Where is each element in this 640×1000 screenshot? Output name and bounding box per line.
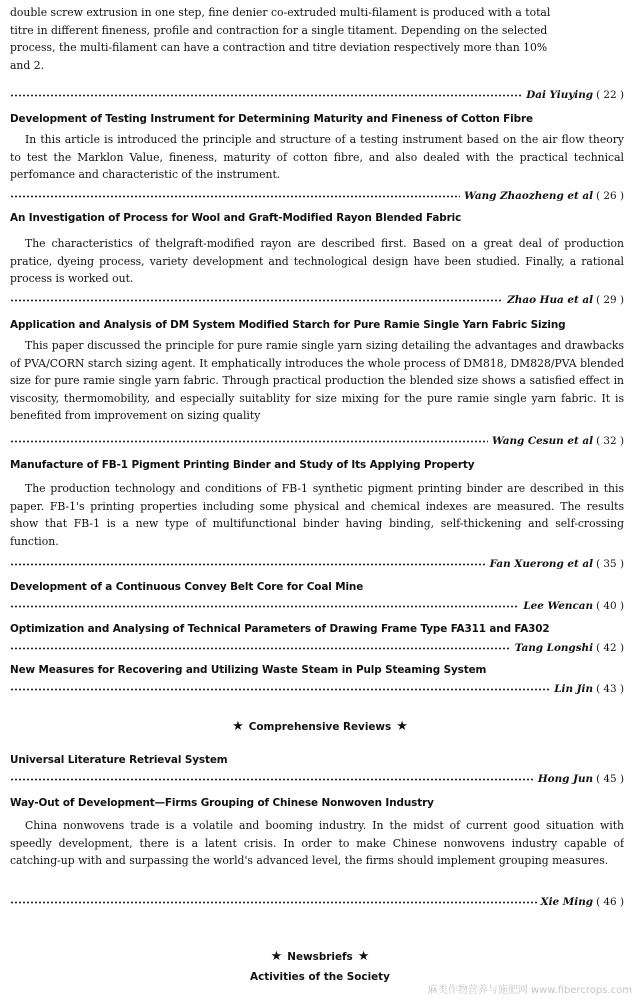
- review-title: Universal Literature Retrieval System: [10, 754, 228, 766]
- page-number: ( 29 ): [596, 294, 624, 306]
- leader-dots: [10, 901, 537, 904]
- credit-line: [10, 598, 624, 614]
- author-name: Wang Cesun et al: [491, 435, 594, 447]
- review-abstract: China nonwovens trade is a volatile and booming industry. In the midst of current good situation with speedly development, there is a latent crisis. In order to make Chinese nonwovens industry capable of catching-up with and surpassing the world's advanced level, the firms should implement grouping measures.: [10, 819, 624, 868]
- author-name: Lee Wencan: [523, 600, 594, 612]
- credit-line: [10, 681, 624, 697]
- review-title: Way-Out of Development—Firms Grouping of Chinese Nonwoven Industry: [10, 797, 434, 809]
- section-heading-society: Activities of the Society: [250, 971, 390, 983]
- credit-line: [10, 87, 624, 103]
- author-name: Lin Jin: [554, 683, 594, 695]
- article-abstract: The production technology and conditions of FB-1 synthetic pigment printing binder are described in this paper. FB-1's printing properties including some physical and chemical indexes are measured. The results show that FB-1 is a new type of multifunctional binder having binding, self-thickening and self-crossing function.: [10, 482, 624, 548]
- page-number: ( 45 ): [596, 773, 624, 785]
- leader-dots: [10, 94, 522, 97]
- star-icon: ★: [357, 949, 370, 964]
- credit-line: [10, 556, 624, 572]
- article-title: Application and Analysis of DM System Modified Starch for Pure Ramie Single Yarn Fabric Sizing: [10, 319, 566, 331]
- credit-line: [10, 188, 624, 204]
- article-abstract: The characteristics of thelgraft-modified rayon are described first. Based on a great deal of production pratice, dyeing process, variety development and technological design have been studied. Finally, a rational process is worked out.: [10, 237, 624, 286]
- star-icon: ★: [270, 949, 283, 964]
- page-number: ( 26 ): [596, 190, 624, 202]
- author-name: Hong Jun: [537, 773, 594, 785]
- author-name: Xie Ming: [540, 896, 594, 908]
- leader-dots: [10, 563, 486, 566]
- article-title: Optimization and Analysing of Technical Parameters of Drawing Frame Type FA311 and FA302: [10, 623, 550, 635]
- page-number: ( 35 ): [596, 558, 624, 570]
- section-heading-reviews: ★ Comprehensive Reviews ★: [232, 719, 408, 734]
- leader-dots: [10, 299, 503, 302]
- leader-dots: [10, 440, 488, 443]
- intro-text: double screw extrusion in one step, fine denier co-extruded multi-filament is produced with a total titre in different fineness, profile and contraction for a single titament. Depending on the selected process, the multi-filament can have a contraction and titre deviation respectively more than 10% and 2.: [10, 6, 551, 72]
- article-title: An Investigation of Process for Wool and Graft-Modified Rayon Blended Fabric: [10, 212, 462, 224]
- watermark: 麻类作物营养与施肥网 www.fibercrops.com: [427, 985, 632, 996]
- page-number: ( 43 ): [596, 683, 624, 695]
- page-number: ( 32 ): [596, 435, 624, 447]
- credit-line: [10, 771, 624, 787]
- credit-line: [10, 640, 624, 656]
- author-name: Wang Zhaozheng et al: [464, 190, 594, 202]
- page-number: ( 22 ): [596, 89, 624, 101]
- credit-line: [10, 292, 624, 308]
- author-name: Dai Yiuying: [526, 89, 594, 101]
- article-title: New Measures for Recovering and Utilizing Waste Steam in Pulp Steaming System: [10, 664, 487, 676]
- leader-dots: [10, 195, 460, 198]
- page-number: ( 40 ): [596, 600, 624, 612]
- credit-line: [10, 894, 624, 910]
- star-icon: ★: [232, 719, 244, 734]
- page-number: ( 42 ): [596, 642, 624, 654]
- author-name: Tang Longshi: [514, 642, 594, 654]
- article-title: Development of Testing Instrument for Determining Maturity and Fineness of Cotton Fibre: [10, 113, 533, 125]
- article-title: Manufacture of FB-1 Pigment Printing Binder and Study of Its Applying Property: [10, 459, 475, 471]
- leader-dots: [10, 688, 550, 691]
- section-heading-newsbriefs: ★ Newsbriefs ★: [270, 949, 370, 964]
- leader-dots: [10, 605, 519, 608]
- author-name: Fan Xuerong et al: [489, 558, 594, 570]
- leader-dots: [10, 647, 511, 650]
- credit-line: [10, 433, 624, 449]
- author-name: Zhao Hua et al: [507, 294, 594, 306]
- page-number: ( 46 ): [596, 896, 624, 908]
- article-abstract: In this article is introduced the principle and structure of a testing instrument based on the air flow theory to test the Marklon Value, fineness, maturity of cotton fibre, and also dealed with the practical technical perfomance and characteristic of the instrument.: [10, 133, 624, 182]
- star-icon: ★: [396, 719, 408, 734]
- intro-continuation: [10, 4, 624, 74]
- leader-dots: [10, 778, 534, 781]
- article-abstract: This paper discussed the principle for pure ramie single yarn sizing detailing the advantages and drawbacks of PVA/CORN starch sizing agent. It emphatically introduces the whole process of DM818, DM828/PVA blended size for pure ramie single yarn fabric. Through practical production the blended size shows a satisfied effect in viscosity, thermomobility, and especially suitablity for size mixing for the pure ramie single yarn fabric. It is benefited from improvement on sizing quality: [10, 339, 624, 423]
- article-title: Development of a Continuous Convey Belt Core for Coal Mine: [10, 581, 364, 593]
